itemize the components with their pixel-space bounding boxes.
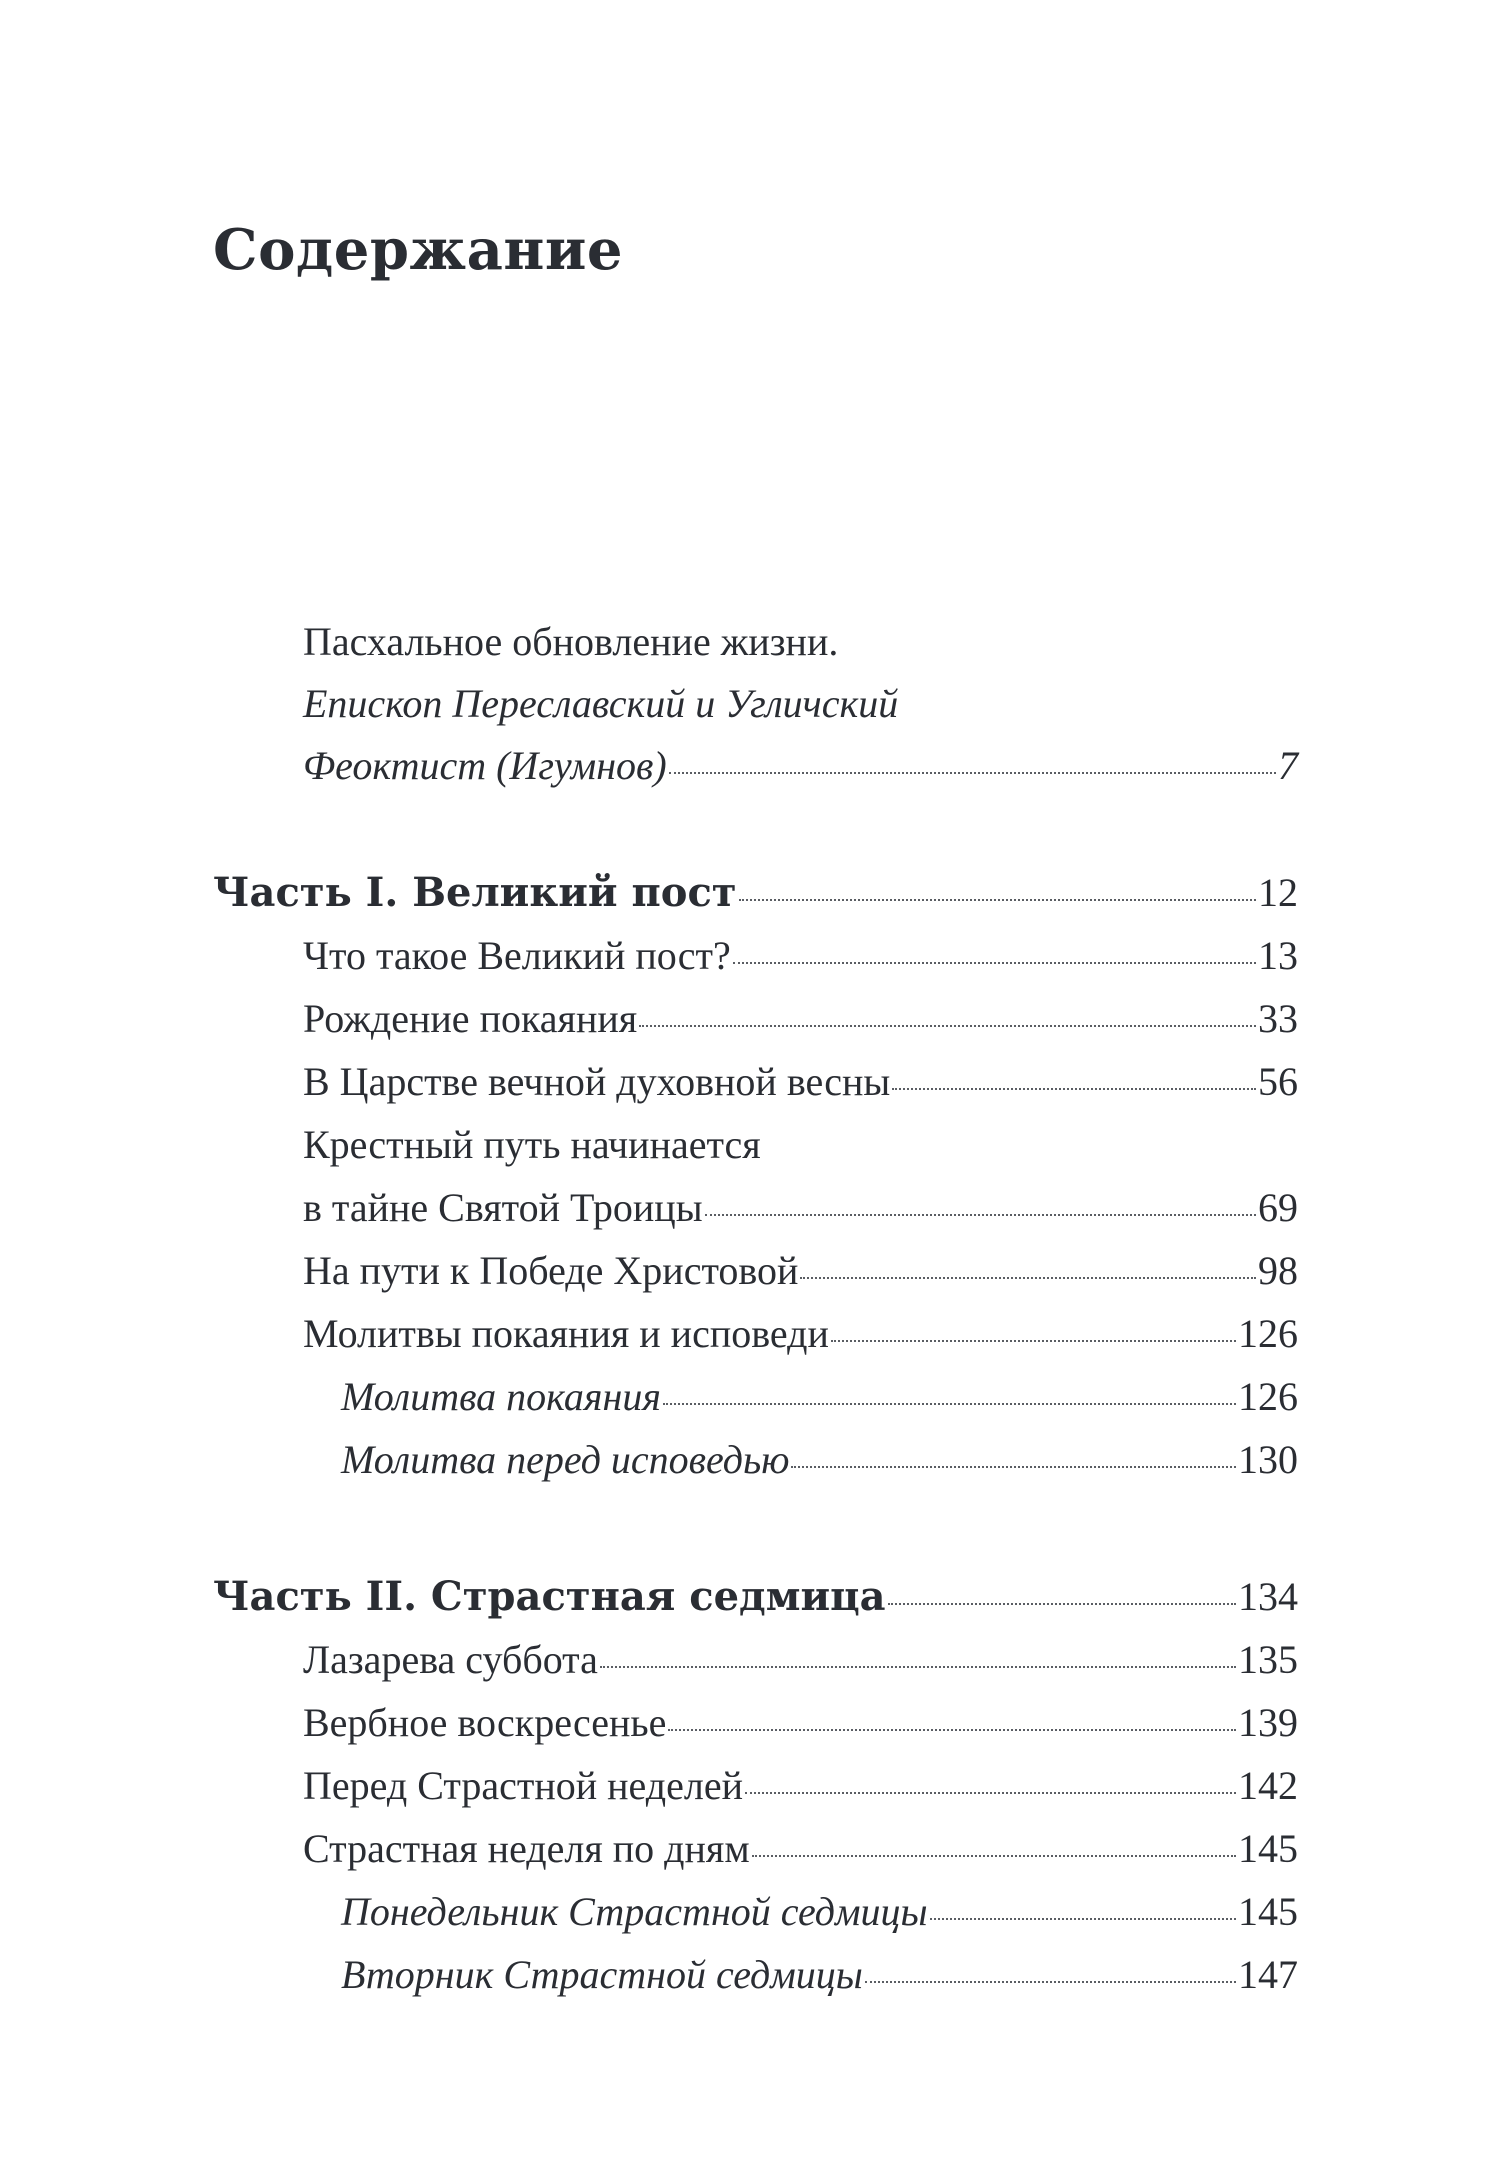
- toc-item[interactable]: [303, 1691, 1298, 1755]
- toc-item[interactable]: [303, 1239, 1298, 1303]
- dot-leader: [865, 1981, 1236, 1983]
- toc-subitem[interactable]: [341, 1428, 1298, 1492]
- toc-item[interactable]: [303, 1050, 1298, 1114]
- toc-item[interactable]: [303, 1817, 1298, 1881]
- subitem-title: Вторник Страстной седмицы: [341, 1952, 863, 1997]
- toc-item[interactable]: [303, 1754, 1298, 1818]
- page-number: 139: [1238, 1700, 1298, 1745]
- page-number: 56: [1258, 1059, 1298, 1104]
- toc-subitem[interactable]: [341, 1365, 1298, 1429]
- item-title: Вербное воскресенье: [303, 1700, 667, 1745]
- toc-item[interactable]: [303, 987, 1298, 1051]
- toc-item[interactable]: [303, 1302, 1298, 1366]
- item-title: В Царстве вечной духовной весны: [303, 1059, 891, 1104]
- dot-leader: [888, 1603, 1236, 1605]
- item-title: На пути к Победе Христовой: [303, 1248, 799, 1293]
- dot-leader: [892, 1088, 1256, 1090]
- subitem-title: Молитва перед исповедью: [341, 1437, 790, 1482]
- dot-leader: [600, 1666, 1236, 1668]
- page-number: 126: [1238, 1374, 1298, 1419]
- subitem-title: Понедельник Страстной седмицы: [341, 1889, 928, 1934]
- page-title: Содержание: [213, 217, 624, 283]
- part-title: Часть II. Страстная седмица: [213, 1573, 886, 1620]
- dot-leader: [663, 1403, 1236, 1405]
- item-title: Лазарева суббота: [303, 1637, 598, 1682]
- toc-intro-author-line-2: Феоктист (Игумнов): [303, 743, 667, 788]
- toc-item[interactable]: [303, 924, 1298, 988]
- dot-leader: [739, 899, 1256, 901]
- dot-leader: [669, 772, 1276, 774]
- toc-subitem[interactable]: [341, 1943, 1298, 2007]
- toc-item[interactable]: [303, 1176, 1298, 1240]
- toc-item[interactable]: [303, 1628, 1298, 1692]
- page-number: 7: [1278, 743, 1298, 788]
- toc-part-1[interactable]: [213, 861, 1298, 925]
- dot-leader: [745, 1792, 1236, 1794]
- page-number: 69: [1258, 1185, 1298, 1230]
- page-number: 145: [1238, 1826, 1298, 1871]
- page-number: 130: [1238, 1437, 1298, 1482]
- page-number: 134: [1238, 1574, 1298, 1619]
- toc-intro-author-line-1: Епископ Переславский и Угличский: [303, 681, 899, 726]
- toc-intro-line-1: Пасхальное обновление жизни.: [303, 619, 839, 664]
- item-title: Перед Страстной неделей: [303, 1763, 743, 1808]
- page-number: 98: [1258, 1248, 1298, 1293]
- toc-part-2[interactable]: [213, 1565, 1298, 1629]
- item-title: Молитвы покаяния и исповеди: [303, 1311, 829, 1356]
- item-title: Что такое Великий пост?: [303, 933, 731, 978]
- dot-leader: [639, 1025, 1256, 1027]
- dot-leader: [791, 1466, 1236, 1468]
- page-number: 126: [1238, 1311, 1298, 1356]
- dot-leader: [705, 1214, 1256, 1216]
- page-number: 12: [1258, 870, 1298, 915]
- toc-subitem[interactable]: [341, 1880, 1298, 1944]
- item-title: Страстная неделя по дням: [303, 1826, 750, 1871]
- page-number: 142: [1238, 1763, 1298, 1808]
- page-number: 147: [1238, 1952, 1298, 1997]
- toc-intro-entry[interactable]: [303, 734, 1298, 798]
- dot-leader: [733, 962, 1256, 964]
- part-title: Часть I. Великий пост: [213, 869, 737, 916]
- page-number: 145: [1238, 1889, 1298, 1934]
- dot-leader: [930, 1918, 1236, 1920]
- item-title: Рождение покаяния: [303, 996, 638, 1041]
- page-number: 13: [1258, 933, 1298, 978]
- subitem-title: Молитва покаяния: [341, 1374, 661, 1419]
- page-number: 33: [1258, 996, 1298, 1041]
- dot-leader: [668, 1729, 1236, 1731]
- toc-item-line-1: Крестный путь начинается: [303, 1122, 761, 1167]
- dot-leader: [800, 1277, 1256, 1279]
- page-number: 135: [1238, 1637, 1298, 1682]
- dot-leader: [831, 1340, 1236, 1342]
- item-title: в тайне Святой Троицы: [303, 1185, 703, 1230]
- dot-leader: [752, 1855, 1236, 1857]
